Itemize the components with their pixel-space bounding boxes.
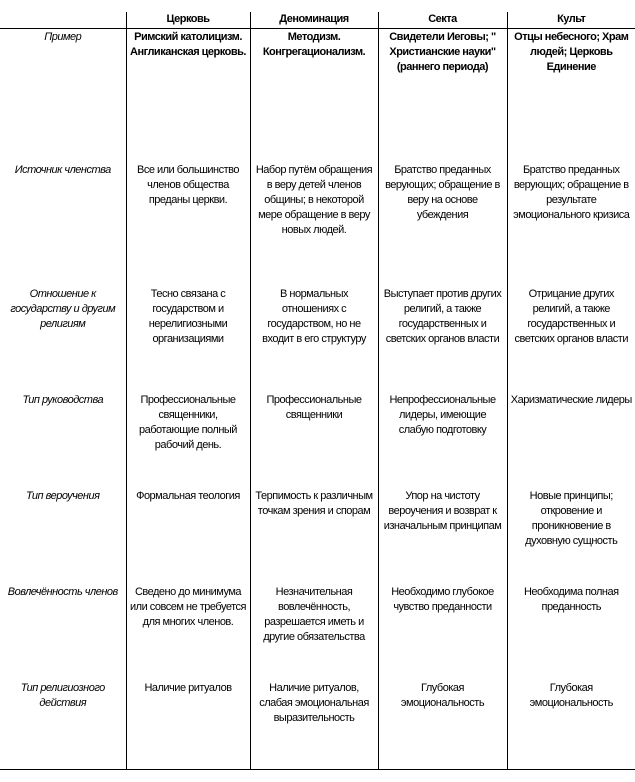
row-label: Тип вероучения xyxy=(26,489,100,502)
row-label: Отношение к государству и другим религиям xyxy=(10,287,116,330)
table-cell: Глубокая эмоциональность xyxy=(378,680,507,770)
table-cell: Наличие ритуалов, слабая эмоциональная выразительность xyxy=(250,680,378,770)
table-cell: Профессиональные священники xyxy=(250,392,378,488)
table-cell: Выступает против других религий, а также государственных и светских органов власти xyxy=(378,286,507,392)
table-cell: Харизматические лидеры xyxy=(507,392,635,488)
header-cult: Культ xyxy=(507,12,635,29)
row-label: Тип руководства xyxy=(22,393,104,406)
row-label: Источник членства xyxy=(14,163,111,176)
table-cell: Римский католицизм. Англиканская церковь. xyxy=(126,29,250,162)
table-row xyxy=(0,392,635,488)
header-denomination: Деноминация xyxy=(250,12,378,29)
header-empty xyxy=(0,12,126,29)
table-cell: Свидетели Иеговы; " Христианские науки" (раннего периода) xyxy=(378,29,507,162)
table-cell: Методизм. Конгрегационализм. xyxy=(250,29,378,162)
table-cell: Незначительная вовлечённость, разрешается иметь и другие обязательства xyxy=(250,584,378,680)
table-cell: Отцы небесного; Храм людей; Церковь Единение xyxy=(507,29,635,162)
table-cell: Тесно связана с государством и нерелигиозными организациями xyxy=(126,286,250,392)
header-church: Церковь xyxy=(126,12,250,29)
table-row xyxy=(0,680,635,770)
table-row xyxy=(0,488,635,584)
row-label: Тип религиозного действия xyxy=(20,681,105,709)
table-cell: Необходимо глубокое чувство преданности xyxy=(378,584,507,680)
table-cell: Формальная теология xyxy=(126,488,250,584)
religious-organizations-table xyxy=(0,12,635,770)
table-cell: В нормальных отношениях с государством, но не входит в его структуру xyxy=(250,286,378,392)
table-cell: Отрицание других религий, а также государственных и светских органов власти xyxy=(507,286,635,392)
table-cell: Упор на чистоту вероучения и возврат к изначальным принципам xyxy=(378,488,507,584)
table-row xyxy=(0,29,635,162)
table-cell: Братство преданных верующих; обращение в результате эмоционального кризиса xyxy=(507,162,635,286)
table-cell: Необходима полная преданность xyxy=(507,584,635,680)
table-cell: Профессиональные священники, работающие полный рабочий день. xyxy=(126,392,250,488)
row-label: Вовлечённость членов xyxy=(7,585,118,598)
header-sect: Секта xyxy=(378,12,507,29)
header-row xyxy=(0,12,635,29)
table-row xyxy=(0,162,635,286)
table-row xyxy=(0,286,635,392)
table-cell: Терпимость к различным точкам зрения и спорам xyxy=(250,488,378,584)
table-row xyxy=(0,584,635,680)
table-cell: Братство преданных верующих; обращение в веру на основе убеждения xyxy=(378,162,507,286)
table-cell: Непрофессиональные лидеры, имеющие слабую подготовку xyxy=(378,392,507,488)
table-cell: Наличие ритуалов xyxy=(126,680,250,770)
table-cell: Набор путём обращения в веру детей членов общины; в некоторой мере обращение в веру новых людей. xyxy=(250,162,378,286)
table-cell: Глубокая эмоциональность xyxy=(507,680,635,770)
row-label: Пример xyxy=(44,31,82,43)
table-cell: Все или большинство членов общества преданы церкви. xyxy=(126,162,250,286)
table-cell: Сведено до минимума или совсем не требуется для многих членов. xyxy=(126,584,250,680)
table-cell: Новые принципы; откровение и проникновение в духовную сущность xyxy=(507,488,635,584)
